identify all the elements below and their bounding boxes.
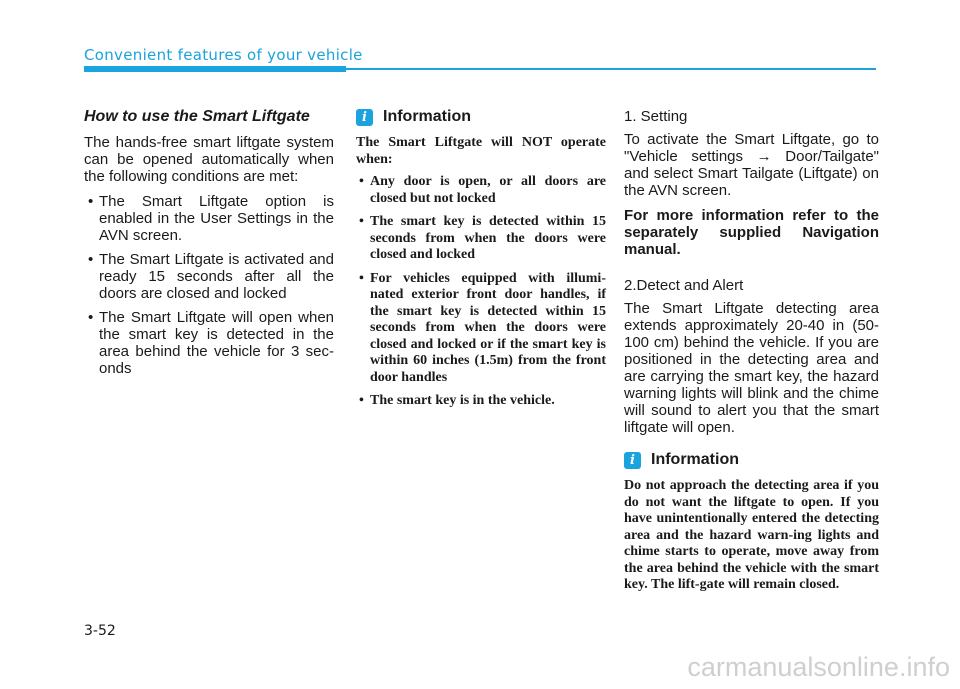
detect-text: The Smart Liftgate detecting area extends approximately 20-40 in (50-100 cm) behind the vehicle. If you are positioned in the detecting area and are carrying the smart key, the hazard warning lights will blink and the chime will sound to alert you that the smart liftgate will open.: [624, 300, 879, 436]
info-intro: The Smart Liftgate will NOT operate when:: [356, 135, 606, 167]
detect-heading: 2.Detect and Alert: [624, 277, 744, 294]
middle-column: [356, 108, 606, 417]
right-column: [624, 108, 879, 600]
left-column: [84, 108, 334, 384]
list-item: • The Smart Liftgate is activated and ready 15 seconds after all the doors are closed and locked: [84, 251, 334, 302]
list-item: • The smart key is detected within 15 seconds from when the doors were closed and locked: [356, 214, 606, 264]
list-item: • Any door is open, or all doors are closed but not locked: [356, 174, 606, 207]
section-title: Convenient features of your vehicle: [84, 46, 363, 64]
info-icon: i: [624, 452, 641, 469]
list-item: • The smart key is in the vehicle.: [356, 393, 606, 410]
list-item: • For vehicles equipped with illumi-nated exterior front door handles, if the smart key is detected within 15 seconds from when the doors were closed and locked or if the smart key is within 60 inches (1.5m) from the front door handles: [356, 271, 606, 387]
info-header: [356, 108, 606, 126]
setting-heading: 1. Setting: [624, 108, 688, 125]
setting-note: For more information refer to the separately supplied Navigation manual.: [624, 207, 879, 258]
conditions-list: [84, 193, 334, 377]
setting-text: To activate the Smart Liftgate, go to "Vehicle settings → Door/Tailgate" and select Smart Tailgate (Liftgate) on the AVN screen.: [624, 131, 879, 199]
info-title: Information: [383, 108, 471, 125]
watermark: carmanualsonline.info: [687, 652, 950, 682]
list-item: • The Smart Liftgate option is enabled in the User Settings in the AVN screen.: [84, 193, 334, 244]
info-text: Do not approach the detecting area if you do not want the liftgate to open. If you have unintentionally entered the detecting area and the hazard warn-ing lights and chime starts to operate, move away from the area behind the vehicle with the smart key. The lift-gate will remain closed.: [624, 478, 879, 592]
info-title: Information: [651, 451, 739, 468]
info-header: [624, 451, 879, 469]
info-icon: i: [356, 109, 373, 126]
intro-text: The hands-free smart liftgate system can be opened automatically when the following conditions are met:: [84, 134, 334, 185]
header-accent-bar: [84, 66, 346, 72]
list-item: • The Smart Liftgate will open when the smart key is detected in the area behind the vehicle for 3 sec-onds: [84, 309, 334, 377]
header-rule: [346, 68, 876, 70]
section-heading: How to use the Smart Liftgate: [84, 108, 310, 125]
info-list: [356, 174, 606, 410]
page-number: 3-52: [84, 623, 116, 639]
